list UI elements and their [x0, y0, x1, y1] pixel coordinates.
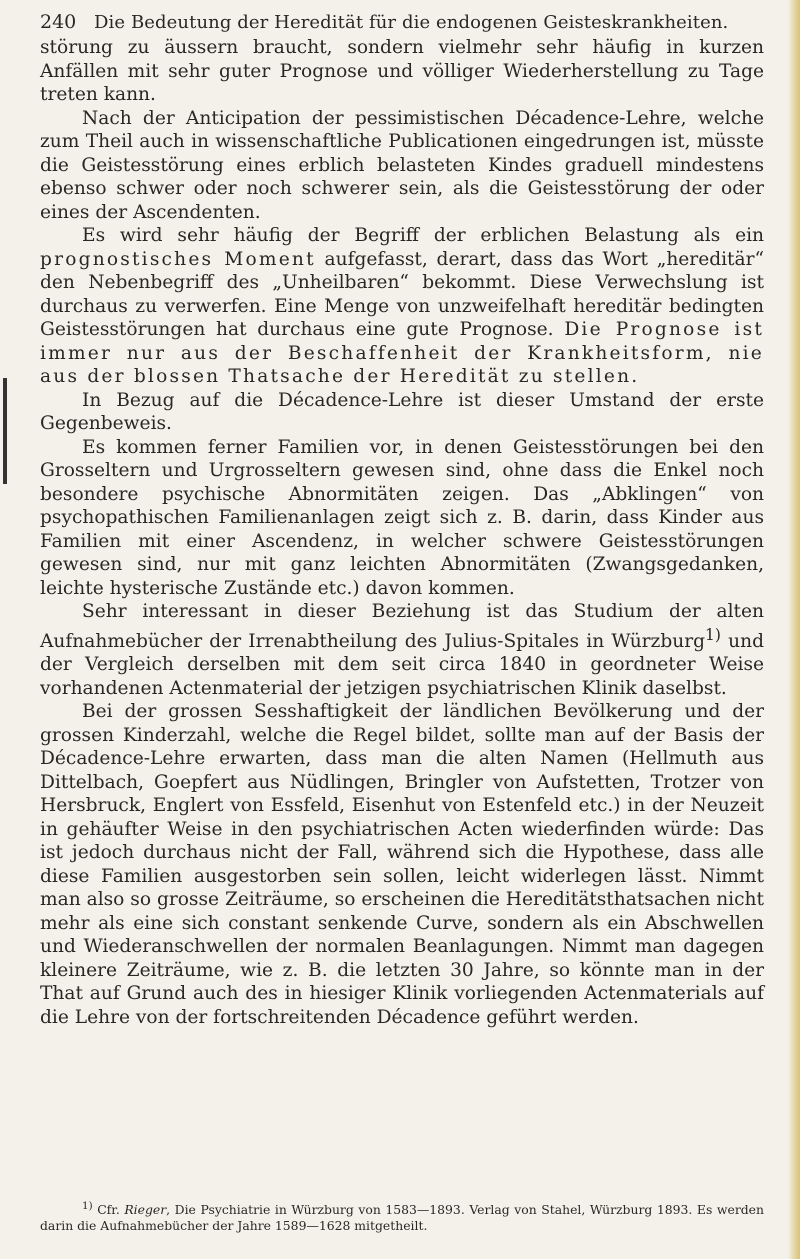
paragraph-2: Nach der Anticipation der pessimistischen Décadence-Lehre, welche zum Theil auch in wissenschaftliche Publicationen eingedrungen ist, müsste die Geistesstörung eines erblich belasteten Kindes graduell mindestens ebenso schwer oder noch schwerer sein, als die Geistesstörung der oder eines der Ascendenten. [40, 107, 764, 223]
footnote-1 [40, 1199, 764, 1233]
footnote-text-a: Cfr. [97, 1202, 120, 1218]
footnote-author: Rieger [124, 1202, 167, 1218]
page-number: 240 [40, 11, 77, 33]
paragraph-6 [40, 600, 764, 700]
running-title: Die Bedeutung der Heredität für die endogenen Geisteskrankheiten. [94, 12, 729, 33]
footnote-text-b: , Die Psychiatrie in Würzburg von 1583—1893. Verlag von Stahel, Würzburg 1893. Es werden darin die Aufnahmebücher der Jahre 1589—1628 mitgetheilt. [40, 1202, 764, 1233]
body-text [40, 36, 764, 1029]
spaced-emphasis-prognostic: prognostisches Moment [40, 248, 316, 270]
paragraph-3-part-c: aufgefasst, derart, dass das Wort „hereditär“ den Nebenbegriff des „Unheilbaren“ bekommt. Diese Verwechslung ist durchaus zu verwerfen. Eine Menge von unzweifelhaft hereditär bedingten Geistesstörungen hat durchaus eine gute Prognose. [40, 248, 764, 340]
paragraph-3-part-a: Es wird sehr häufig der Begriff der erblichen Belastung als ein [82, 225, 764, 246]
footnote-mark: 1) [82, 1200, 93, 1212]
paragraph-6-part-a: Sehr interessant in dieser Beziehung ist das Studium der alten Aufnahmebücher der Irrenabtheilung des Julius-Spitales in Würzburg [40, 601, 764, 652]
spaced-emphasis-prognosis-rule: Die Prognose ist immer nur aus der Beschaffenheit der Krankheitsform, nie aus der blossen Thatsache der Heredität zu stellen. [40, 319, 764, 387]
document-page [40, 0, 768, 1259]
page-edge [788, 0, 800, 1259]
paragraph-1: störung zu äussern braucht, sondern vielmehr sehr häufig in kurzen Anfällen mit sehr guter Prognose und völliger Wiederherstellung zu Tage treten kann. [40, 37, 764, 105]
margin-marker-bar [3, 378, 7, 484]
paragraph-4: In Bezug auf die Décadence-Lehre ist dieser Umstand der erste Gegenbeweis. [40, 389, 764, 434]
footnotes [40, 1199, 764, 1233]
paragraph-6-part-b: und der Vergleich derselben mit dem seit circa 1840 in geordneter Weise vorhandenen Actenmaterial der jetzigen psychiatrischen Klinik daselbst. [40, 630, 764, 699]
paragraph-5: Es kommen ferner Familien vor, in denen Geistesstörungen bei den Grosseltern und Urgrosseltern gewesen sind, ohne dass die Enkel noch besondere psychische Abnormitäten zeigen. Das „Abklingen“ von psychopathischen Familienanlagen zeigt sich z. B. darin, dass Kinder aus Familien mit einer Ascendenz, in welcher schwere Geistesstörungen gewesen sind, nur mit ganz leichten Abnormitäten (Zwangsgedanken, leichte hysterische Zustände etc.) davon kommen. [40, 436, 764, 599]
page-header [40, 6, 768, 34]
footnote-reference: 1) [705, 625, 721, 644]
paragraph-7: Bei der grossen Sesshaftigkeit der ländlichen Bevölkerung und der grossen Kinderzahl, welche die Regel bildet, sollte man auf der Basis der Décadence-Lehre erwarten, dass man die alten Namen (Hellmuth aus Dittelbach, Goepfert aus Nüdlingen, Bringler von Aufstetten, Trotzer von Hersbruck, Englert von Essfeld, Eisenhut von Estenfeld etc.) in der Neuzeit in gehäufter Weise in den psychiatrischen Acten wiederfinden würde: Das ist jedoch durchaus nicht der Fall, während sich die Hypothese, dass alle diese Familien ausgestorben sein sollen, leicht widerlegen lässt. Nimmt man also so grosse Zeiträume, so erscheinen die Hereditätsthatsachen nicht mehr als eine sich constant senkende Curve, sondern als ein Abschwellen und Wiederanschwellen der normalen Beanlagungen. Nimmt man dagegen kleinere Zeiträume, wie z. B. die letzten 30 Jahre, so könnte man in der That auf Grund auch des in hiesiger Klinik vorliegenden Actenmaterials auf die Lehre von der fortschreitenden Décadence geführt werden. [40, 701, 764, 1028]
paragraph-3 [40, 224, 764, 389]
